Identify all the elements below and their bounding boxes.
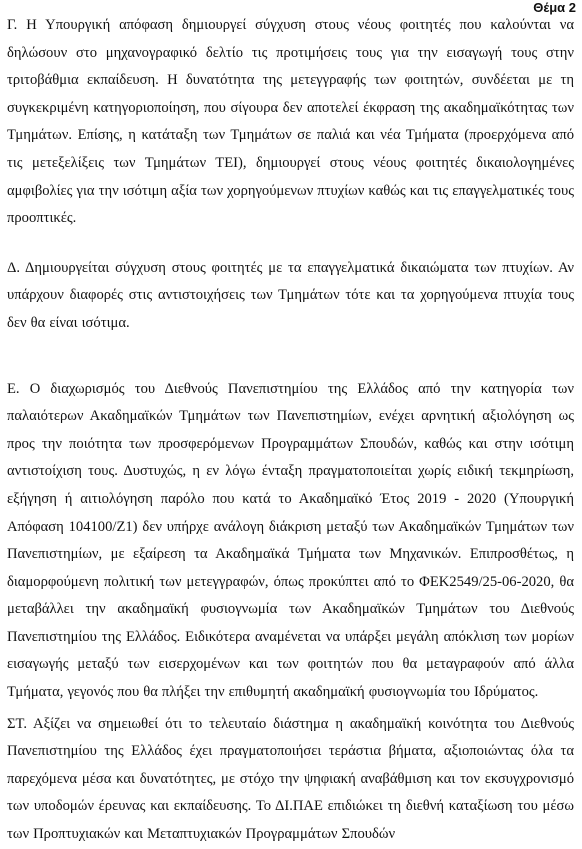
paragraph-delta: Δ. Δημιουργείται σύγχυση στους φοιτητές με τα επαγγελματικά δικαιώματα των πτυχίων. Αν υπάρχουν διαφορές στις αντιστοιχήσεις των Τμημάτων τότε και τα χορηγούμενα πτυχία τους δεν θα είναι ισότιμα. <box>7 259 574 331</box>
paragraph-epsilon: Ε. Ο διαχωρισμός του Διεθνούς Πανεπιστημίου της Ελλάδος από την κατηγορία των παλαιότερων Ακαδημαϊκών Τμημάτων των Πανεπιστημίων, ενέχει αρνητική αξιολόγηση ως προς την ποιότητα των προσφερόμενων Προγραμμάτων Σπουδών, καθώς και στην ισότιμη αντιστοίχιση τους. Δυστυχώς, η εν λόγω ένταξη πραγματοποιείται χωρίς ειδική τεκμηρίωση, εξήγηση ή αιτιολόγηση παρόλο που κατά το Ακαδημαϊκό Έτος 2019 - 2020 (Υπουργική Απόφαση 104100/Ζ1) δεν υπήρχε ανάλογη διάκριση μεταξύ των Ακαδημαϊκών Τμημάτων των Πανεπιστημίων, με εξαίρεση τα Ακαδημαϊκά Τμήματα των Μηχανικών. Επιπροσθέτως, η διαμορφούμενη πολιτική των μετεγγραφών, όπως προκύπτει από το ΦΕΚ2549/25-06-2020, θα μεταβάλλει την ακαδημαϊκή φυσιογνωμία των Ακαδημαϊκών Τμημάτων του Διεθνούς Πανεπιστημίου της Ελλάδος. Ειδικότερα αναμένεται να υπάρξει μεγάλη απόκλιση των μορίων εισαγωγής μεταξύ των εισερχομένων και των φοιτητών που θα μεταγραφούν από άλλα Τμήματα, γεγονός που θα πλήξει την επιθυμητή ακαδημαϊκή φυσιογνωμία του Ιδρύματος. <box>7 380 574 701</box>
paragraph-spacer <box>7 338 574 376</box>
page-header-label: Θέμα 2 <box>533 0 576 15</box>
paragraph-gamma: Γ. Η Υπουργική απόφαση δημιουργεί σύγχυση στους νέους φοιτητές που καλούνται να δηλώσουν στο μηχανογραφικό δελτίο τις προτιμήσεις τους για την εισαγωγή τους στην τριτοβάθμια εκπαίδευση. Η δυνατότητα της μετεγγραφής των φοιτητών, συνδέεται με τη συγκεκριμένη κατηγοριοποίηση, που σίγουρα δεν αποτελεί έκφραση της ακαδημαϊκότητας των Τμημάτων. Επίσης, η κατάταξη των Τμημάτων σε παλιά και νέα Τμήματα (προερχόμενα από τις μετεξελίξεις των Τμημάτων ΤΕΙ), δημιουργεί στους νέους φοιτητές δικαιολογημένες αμφιβολίες για την ισότιμη αξία των χορηγούμενων πτυχίων καθώς και τις επαγγελματικές τους προοπτικές. <box>7 17 574 227</box>
document-body <box>7 12 574 849</box>
paragraph-stigma: ΣΤ. Αξίζει να σημειωθεί ότι το τελευταίο διάστημα η ακαδημαϊκή κοινότητα του Διεθνούς Πανεπιστημίου της Ελλάδος έχει πραγματοποιήσει τεράστια βήματα, αξιοποιώντας όλα τα παρεχόμενα μέσα και δυνατότητες, με στόχο την ψηφιακή αναβάθμιση και τον εκσυγχρονισμό των υποδομών έρευνας και εκπαίδευσης. Το ΔΙ.ΠΑΕ επιδιώκει τη διεθνή καταξίωση του μέσω των Προπτυχιακών και Μεταπτυχιακών Προγραμμάτων Σπουδών <box>7 715 574 843</box>
paragraph-spacer <box>7 233 574 255</box>
